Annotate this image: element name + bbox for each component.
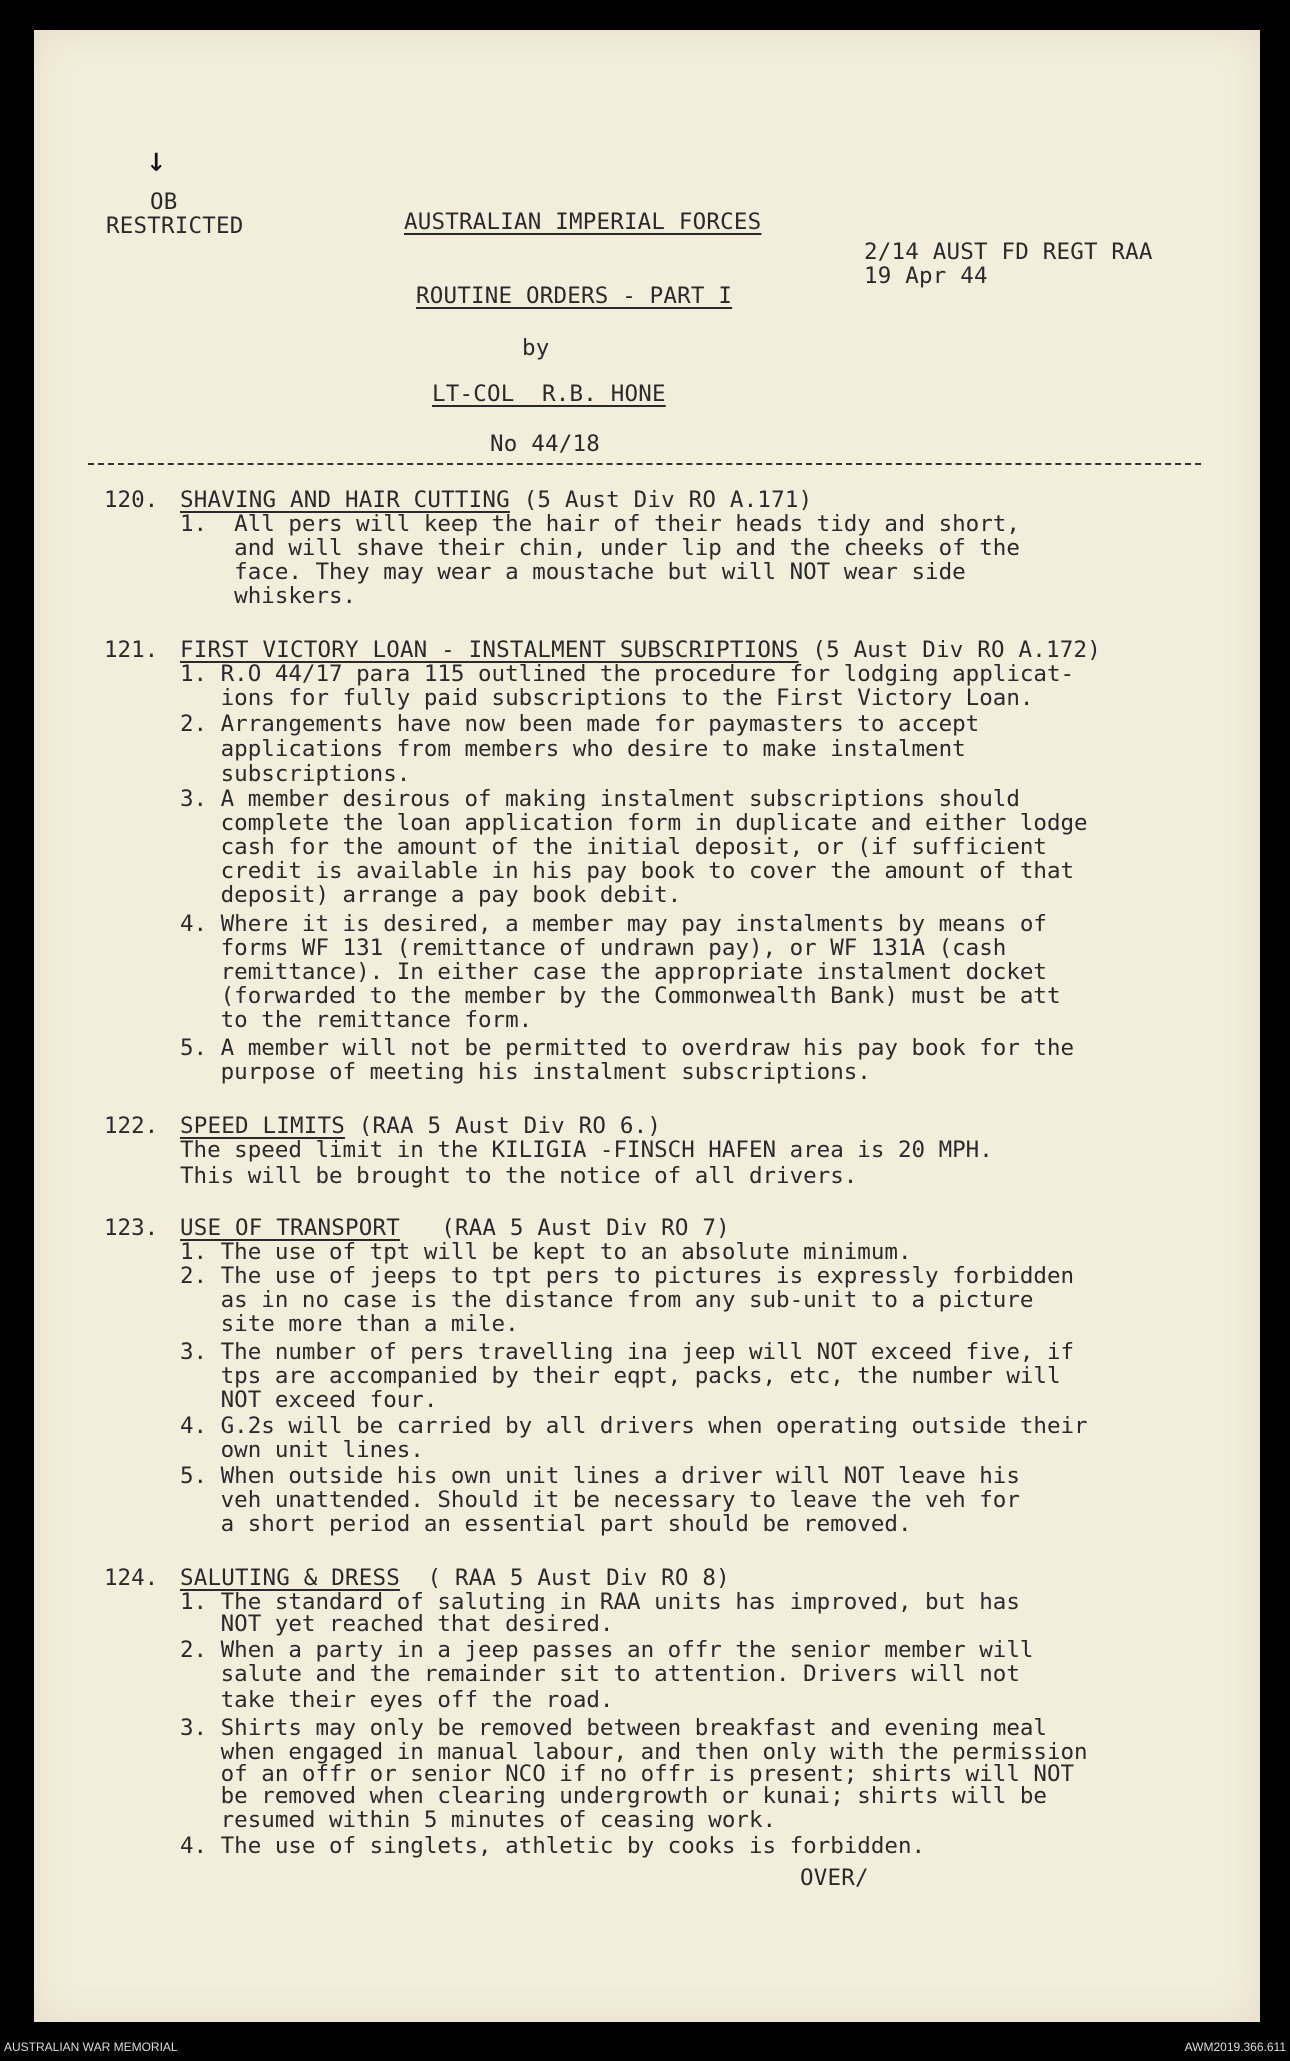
section-line: purpose of meeting his instalment subscriptions.	[180, 1059, 871, 1085]
section-reference: ( RAA 5 Aust Div RO 8)	[399, 1565, 730, 1591]
section-reference: (RAA 5 Aust Div RO 7)	[399, 1215, 730, 1241]
arrow-down-icon: ↓	[146, 140, 167, 180]
section-heading-line	[180, 1114, 661, 1139]
section-line: 4. G.2s will be carried by all drivers when operating outside their	[180, 1413, 1088, 1439]
officer-name: LT-COL R.B. HONE	[432, 381, 666, 407]
section-line: resumed within 5 minutes of ceasing work.	[180, 1807, 777, 1833]
document-subtitle: ROUTINE ORDERS - PART I	[416, 283, 733, 309]
section-reference: (RAA 5 Aust Div RO 6.)	[344, 1113, 662, 1139]
section-line: 2. Arrangements have now been made for paymasters to accept	[180, 711, 980, 737]
section-line: to the remittance form.	[180, 1007, 533, 1033]
section-line: and will shave their chin, under lip and the cheeks of the	[180, 535, 1020, 561]
section-number: 123.	[104, 1215, 159, 1241]
section-line: 3. A member desirous of making instalment subscriptions should	[180, 786, 1020, 812]
unit-name: 2/14 AUST FD REGT RAA	[864, 239, 1153, 265]
classification-restricted: RESTRICTED	[106, 213, 244, 239]
header-divider	[88, 463, 1201, 465]
section-heading-line	[180, 1216, 730, 1241]
section-heading: FIRST VICTORY LOAN - INSTALMENT SUBSCRIPTIONS	[180, 637, 799, 663]
section-line: 5. When outside his own unit lines a driver will NOT leave his	[180, 1463, 1020, 1489]
section-line: of an offr or senior NCO if no offr is present; shirts will NOT	[180, 1761, 1075, 1787]
section-line: 1. The use of tpt will be kept to an absolute minimum.	[180, 1239, 912, 1265]
section-line: 3. The number of pers travelling ina jeep will NOT exceed five, if	[180, 1339, 1075, 1365]
section-line: 4. Where it is desired, a member may pay instalments by means of	[180, 911, 1047, 937]
section-line: ions for fully paid subscriptions to the First Victory Loan.	[180, 685, 1034, 711]
section-line: The speed limit in the KILIGIA -FINSCH HAFEN area is 20 MPH.	[180, 1137, 993, 1163]
section-line: 1. All pers will keep the hair of their heads tidy and short,	[180, 511, 1020, 537]
section-line: as in no case is the distance from any sub-unit to a picture	[180, 1287, 1034, 1313]
over-note: OVER/	[800, 1865, 869, 1891]
section-line: applications from members who desire to make instalment	[180, 736, 966, 762]
section-line: site more than a mile.	[180, 1311, 519, 1337]
classification-ob: OB	[150, 189, 178, 215]
section-heading: SPEED LIMITS	[180, 1113, 345, 1139]
section-line: 5. A member will not be permitted to overdraw his pay book for the	[180, 1035, 1075, 1061]
section-line: remittance). In either case the appropriate instalment docket	[180, 959, 1047, 985]
section-number: 122.	[104, 1113, 159, 1139]
section-line: a short period an essential part should be removed.	[180, 1511, 912, 1537]
section-line: forms WF 131 (remittance of undrawn pay), or WF 131A (cash	[180, 935, 1007, 961]
section-line: NOT exceed four.	[180, 1387, 438, 1413]
document-title: AUSTRALIAN IMPERIAL FORCES	[404, 209, 762, 235]
section-line: tps are accompanied by their eqpt, packs, etc, the number will	[180, 1363, 1061, 1389]
section-heading: SHAVING AND HAIR CUTTING	[180, 487, 510, 513]
section-line: take their eyes off the road.	[180, 1687, 614, 1713]
section-line: complete the loan application form in duplicate and either lodge	[180, 810, 1088, 836]
section-line: cash for the amount of the initial deposit, or (if sufficient	[180, 834, 1047, 860]
section-line: 2. When a party in a jeep passes an offr the senior member will	[180, 1637, 1034, 1663]
section-line: credit is available in his pay book to cover the amount of that	[180, 858, 1075, 884]
section-line: when engaged in manual labour, and then only with the permission	[180, 1739, 1088, 1765]
section-heading: USE OF TRANSPORT	[180, 1215, 400, 1241]
section-reference: (5 Aust Div RO A.172)	[798, 637, 1101, 663]
section-line: be removed when clearing undergrowth or kunai; shirts will be	[180, 1783, 1047, 1809]
section-line: face. They may wear a moustache but will NOT wear side	[180, 559, 966, 585]
section-reference: (5 Aust Div RO A.171)	[509, 487, 813, 513]
section-number: 121.	[104, 637, 159, 663]
section-line: salute and the remainder sit to attention. Drivers will not	[180, 1661, 1020, 1687]
section-line: 1. The standard of saluting in RAA units has improved, but has	[180, 1589, 1020, 1615]
order-number: No 44/18	[490, 431, 600, 457]
section-heading-line	[180, 1566, 730, 1591]
section-number: 124.	[104, 1565, 159, 1591]
section-heading-line	[180, 638, 1101, 663]
section-number: 120.	[104, 487, 159, 513]
document-date: 19 Apr 44	[864, 263, 988, 289]
section-line: 4. The use of singlets, athletic by cooks is forbidden.	[180, 1833, 926, 1859]
section-line: subscriptions.	[180, 761, 411, 787]
archive-credit: AUSTRALIAN WAR MEMORIAL	[4, 2040, 178, 2054]
section-line: own unit lines.	[180, 1437, 424, 1463]
section-line: This will be brought to the notice of all drivers.	[180, 1163, 858, 1189]
archive-reference: AWM2019.366.611	[1184, 2040, 1286, 2054]
section-heading: SALUTING & DRESS	[180, 1565, 400, 1591]
by-line: by	[522, 335, 550, 361]
section-line: deposit) arrange a pay book debit.	[180, 882, 682, 908]
section-line: 1. R.O 44/17 para 115 outlined the procedure for lodging applicat-	[180, 661, 1075, 687]
section-line: whiskers.	[180, 583, 357, 609]
section-line: 2. The use of jeeps to tpt pers to pictures is expressly forbidden	[180, 1263, 1075, 1289]
section-line: veh unattended. Should it be necessary to leave the veh for	[180, 1487, 1020, 1513]
section-line: 3. Shirts may only be removed between breakfast and evening meal	[180, 1715, 1047, 1741]
section-heading-line	[180, 488, 812, 513]
section-line: (forwarded to the member by the Commonwealth Bank) must be att	[180, 983, 1061, 1009]
section-line: NOT yet reached that desired.	[180, 1611, 614, 1637]
